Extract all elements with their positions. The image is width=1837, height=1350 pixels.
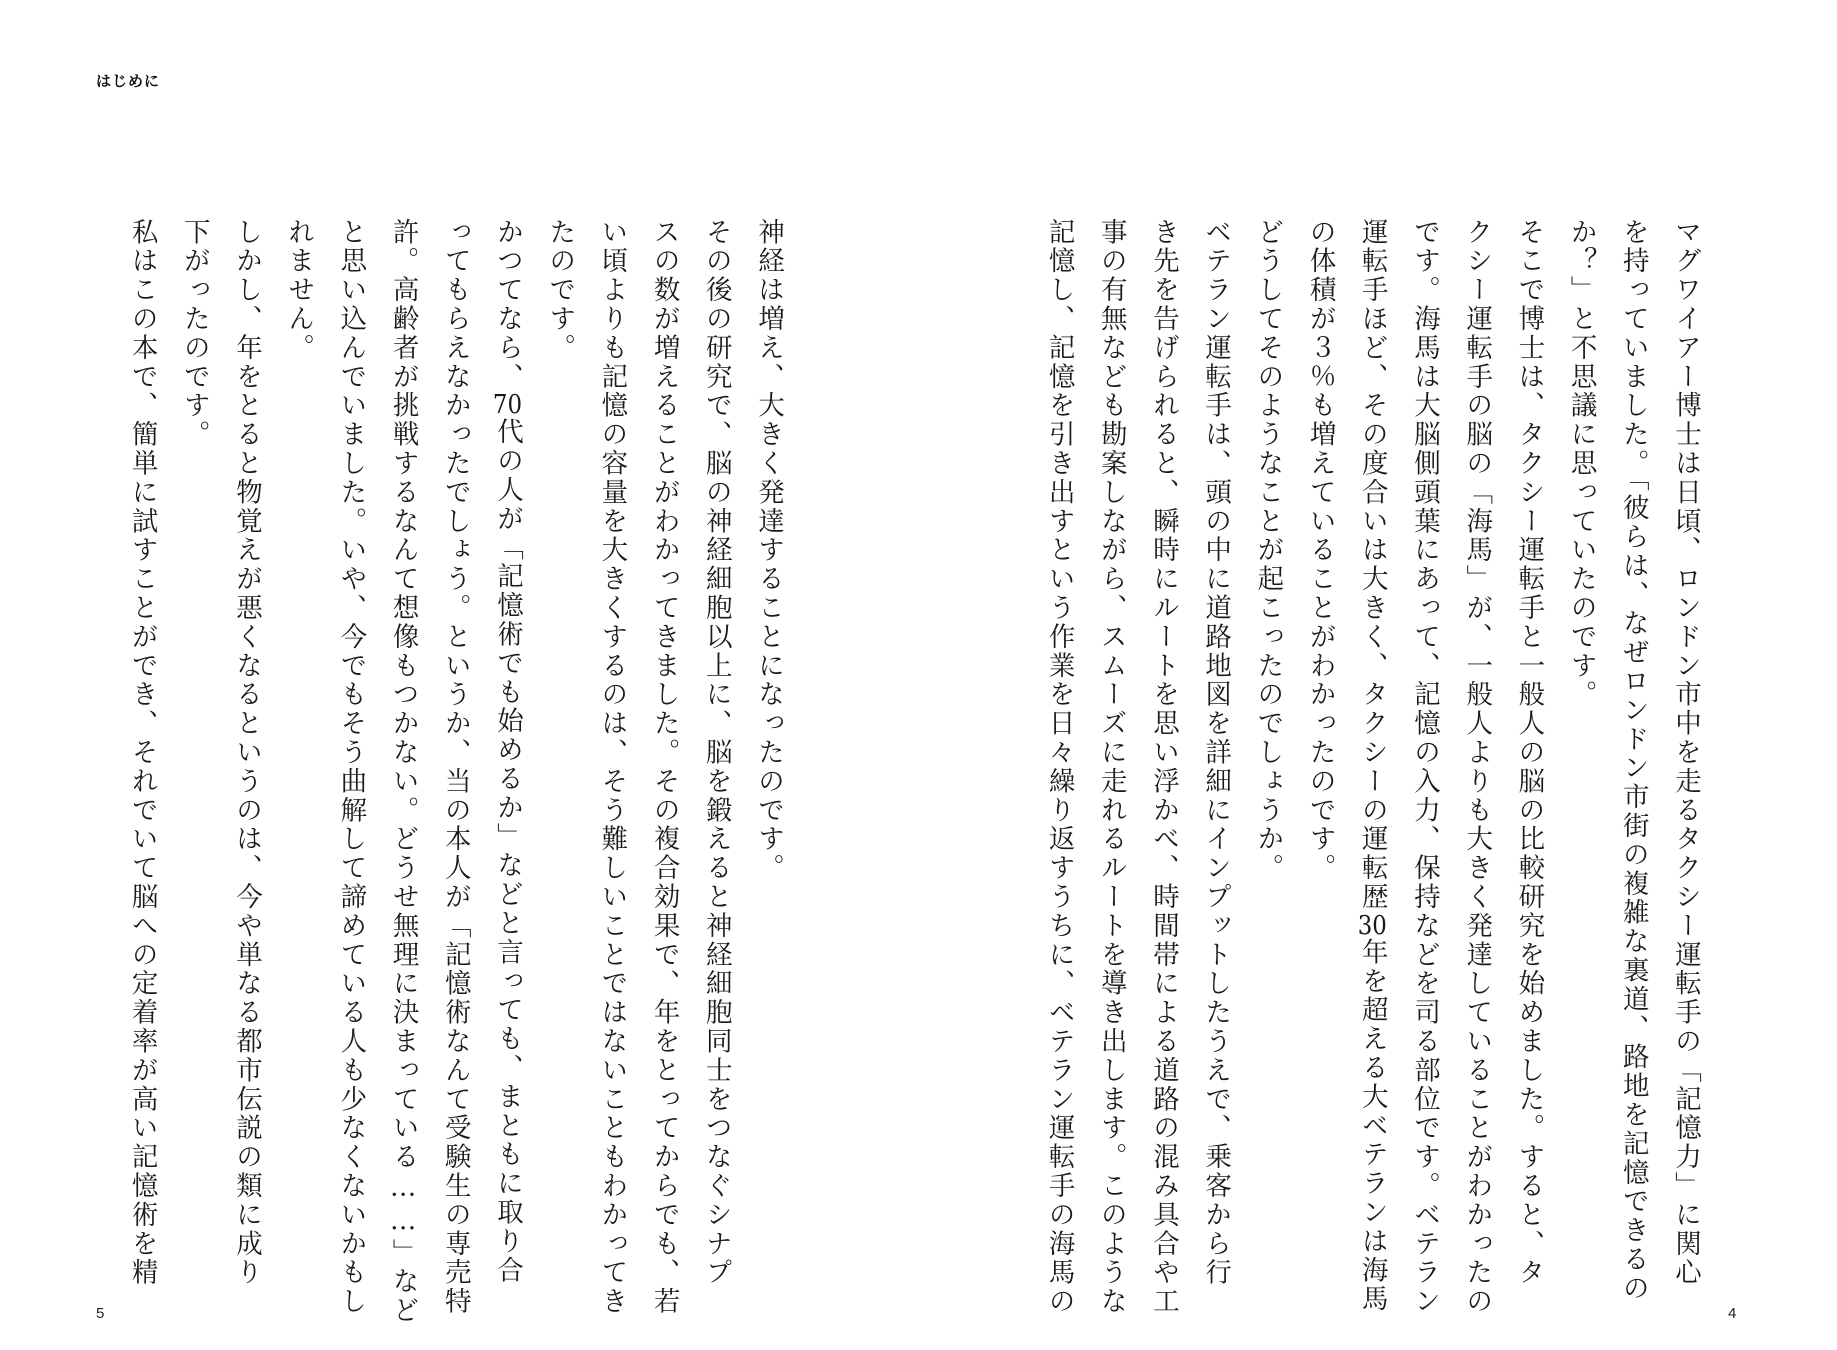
page-4-text <box>1043 218 1711 1317</box>
page-number-right: 4 <box>1728 1305 1737 1322</box>
text-line: かつてなら、70代の人が「記憶術でも始めるか」などと言っても、まともに取り合 <box>491 218 523 1285</box>
text-line: 許。高齢者が挑戦するなんて想像もつかない。どうせ無理に決まっている……」など <box>387 218 419 1326</box>
text-line: たのです。 <box>544 218 576 363</box>
text-line: 運転手ほど、その度合いは大きく、タクシーの運転歴30年を超える大ベテランは海馬 <box>1356 218 1388 1314</box>
text-line: そこで博士は、タクシー運転手と一般人の脳の比較研究を始めました。すると、タ <box>1513 218 1545 1288</box>
text-line: を持っていました。「彼らは、なぜロンドン市街の複雑な裏道、路地を記憶できるの <box>1617 218 1649 1303</box>
text-line: ベテラン運転手は、頭の中に道路地図を詳細にインプットしたうえで、乗客から行 <box>1200 218 1232 1288</box>
page-5-text <box>84 218 794 1326</box>
text-line: 神経は増え、大きく発達することになったのです。 <box>753 218 784 883</box>
text-line: き先を告げられると、瞬時にルートを思い浮かべ、時間帯による道路の混み具合や工 <box>1147 218 1179 1317</box>
text-line: 記憶し、記憶を引き出すという作業を日々繰り返すうちに、ベテラン運転手の海馬の <box>1043 218 1075 1317</box>
text-line: か？」と不思議に思っていたのです。 <box>1565 218 1597 710</box>
text-line: スの数が増えることがわかってきました。その複合効果で、年をとってからでも、若 <box>648 218 680 1317</box>
text-line: い頃よりも記憶の容量を大きくするのは、そう難しいことではないこともわかってき <box>596 218 628 1317</box>
text-line: れません。 <box>283 218 315 363</box>
text-line: 事の有無なども勘案しながら、スムーズに走れるルートを導き出します。このような <box>1095 218 1127 1317</box>
text-line: どうしてそのようなことが起こったのでしょうか。 <box>1252 218 1284 883</box>
text-line: 下がったのです。 <box>178 218 210 450</box>
text-line: クシー運転手の脳の「海馬」が、一般人よりも大きく発達していることがわかったの <box>1461 218 1493 1317</box>
text-line: マグワイアー博士は日頃、ロンドン市中を走るタクシー運転手の「記憶力」に関心 <box>1670 218 1701 1288</box>
text-line: と思い込んでいました。いや、今でもそう曲解して諦めている人も少なくないかもし <box>335 218 367 1317</box>
text-line: ってもらえなかったでしょう。というか、当の本人が「記憶術なんて受験生の専売特 <box>439 218 471 1317</box>
text-line: その後の研究で、脳の神経細胞以上に、脳を鍛えると神経細胞同士をつなぐシナプ <box>700 218 732 1288</box>
page-number-left: 5 <box>96 1305 105 1322</box>
text-line: の体積が３％も増えていることがわかったのです。 <box>1304 218 1336 883</box>
text-line: しかし、年をとると物覚えが悪くなるというのは、今や単なる都市伝説の類に成り <box>230 218 262 1288</box>
text-line: 私はこの本で、簡単に試すことができ、それでいて脳への定着率が高い記憶術を精 <box>126 218 158 1288</box>
running-head: はじめに <box>96 72 161 90</box>
text-line: です。海馬は大脳側頭葉にあって、記憶の入力、保持などを司る部位です。ベテラン <box>1408 218 1440 1317</box>
